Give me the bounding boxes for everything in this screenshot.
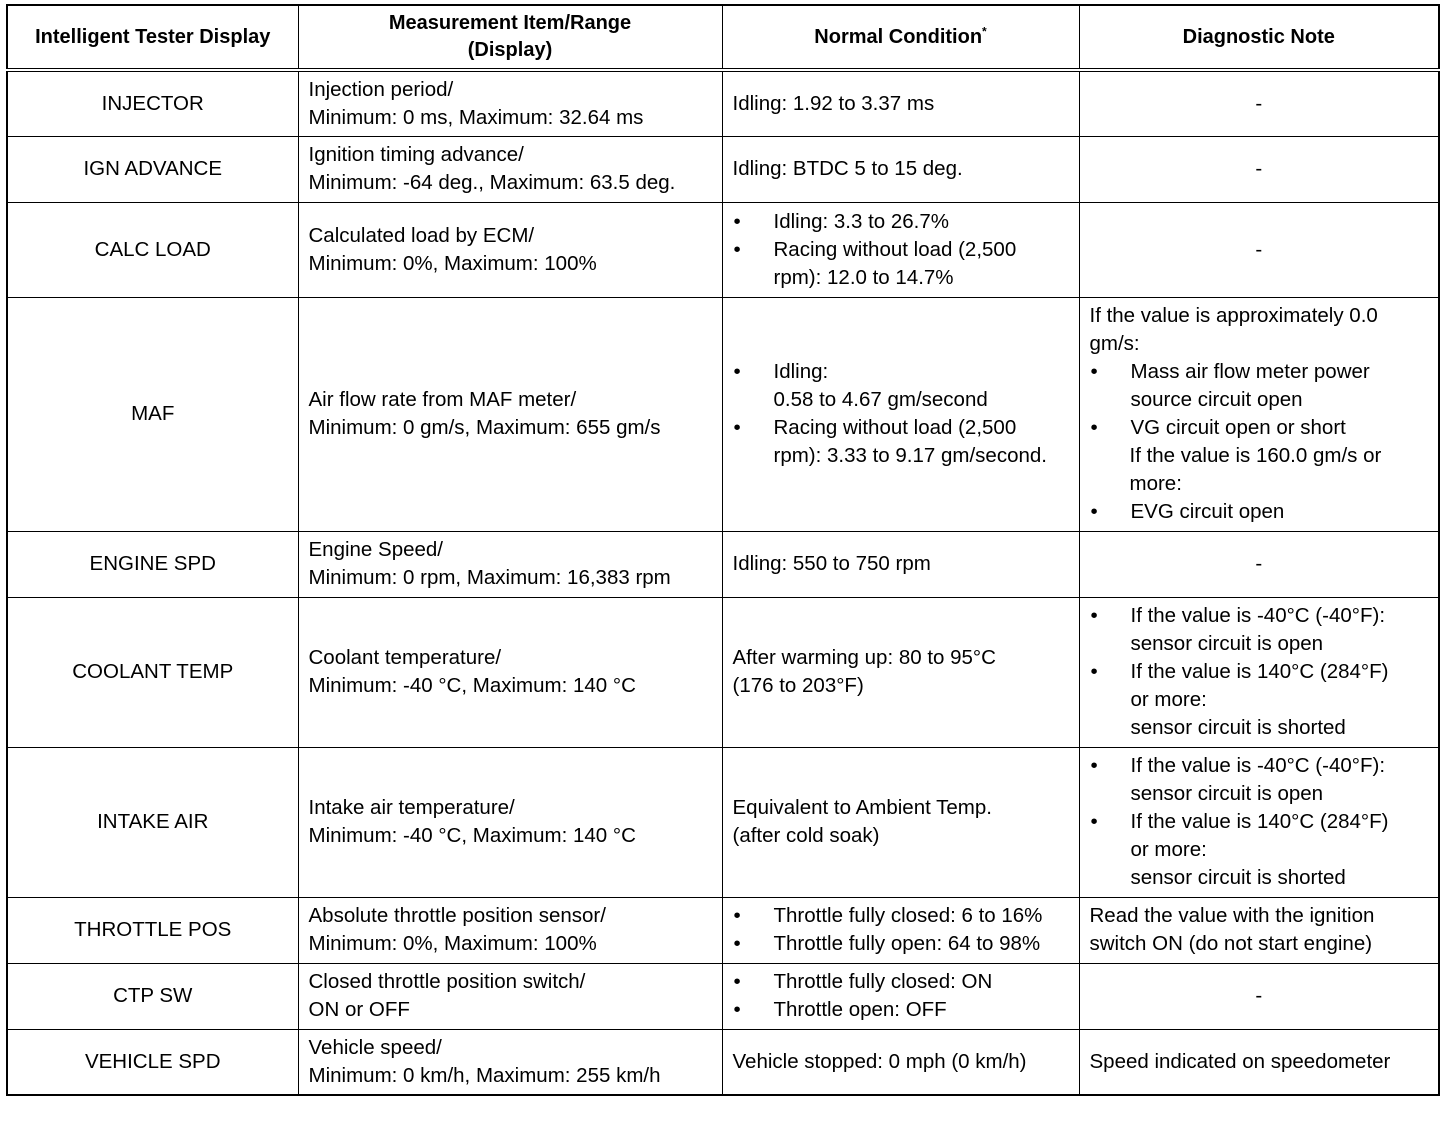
range-cell: Air flow rate from MAF meter/ Minimum: 0 gm/s, Maximum: 655 gm/s — [298, 297, 722, 531]
display-cell: CTP SW — [7, 963, 298, 1029]
range-cell: Absolute throttle position sensor/ Minimum: 0%, Maximum: 100% — [298, 897, 722, 963]
range-cell: Engine Speed/ Minimum: 0 rpm, Maximum: 16,383 rpm — [298, 531, 722, 597]
list-item: • If the value is -40°C (-40°F): sensor circuit is open — [1090, 604, 1386, 655]
display-cell: THROTTLE POS — [7, 897, 298, 963]
display-cell: COOLANT TEMP — [7, 597, 298, 747]
range-cell: Closed throttle position switch/ ON or OFF — [298, 963, 722, 1029]
table-row — [7, 747, 1439, 897]
list-item: • If the value is 140°C (284°F) or more: sensor circuit is shorted — [1090, 660, 1389, 739]
list-item: • Mass air flow meter power source circuit open — [1090, 360, 1370, 411]
table-row — [7, 70, 1439, 136]
list-item: • Idling: 0.58 to 4.67 gm/second — [733, 360, 988, 411]
list-item: • Throttle fully closed: ON — [733, 970, 993, 993]
display-cell: INTAKE AIR — [7, 747, 298, 897]
table-row — [7, 531, 1439, 597]
display-cell: CALC LOAD — [7, 202, 298, 297]
display-cell: ENGINE SPD — [7, 531, 298, 597]
footnote-mark: * — [982, 23, 987, 38]
range-cell: Calculated load by ECM/ Minimum: 0%, Maximum: 100% — [298, 202, 722, 297]
list-item: • Racing without load (2,500 rpm): 3.33 to 9.17 gm/second. — [733, 416, 1047, 467]
list-item: • Racing without load (2,500 rpm): 12.0 to 14.7% — [733, 237, 1017, 289]
list-item: • If the value is 140°C (284°F) or more: sensor circuit is shorted — [1090, 810, 1389, 889]
note-cell: - — [1079, 531, 1439, 597]
normal-cell — [722, 897, 1079, 963]
normal-cell: Idling: 1.92 to 3.37 ms — [722, 70, 1079, 136]
table-row — [7, 897, 1439, 963]
normal-cell — [722, 963, 1079, 1029]
list-item: • Idling: 3.3 to 26.7% — [733, 209, 950, 233]
note-cell: - — [1079, 202, 1439, 297]
list-item: • Throttle fully closed: 6 to 16% — [733, 904, 1043, 927]
note-cell: - — [1079, 136, 1439, 202]
note-cell: If the value is approximately 0.0 gm/s: • Mass air flow meter power source circuit open • VG circuit open or short If the value is 160.0 gm/s or more: • EVG circuit open — [1079, 297, 1439, 531]
header-tester-display: Intelligent Tester Display — [7, 5, 298, 70]
normal-cell — [722, 202, 1079, 297]
list-item: • Throttle open: OFF — [733, 998, 947, 1021]
table-header — [7, 5, 1439, 70]
header-diagnostic-note: Diagnostic Note — [1079, 5, 1439, 70]
list-item: • Throttle fully open: 64 to 98% — [733, 932, 1041, 955]
display-cell: IGN ADVANCE — [7, 136, 298, 202]
normal-cell: Idling: BTDC 5 to 15 deg. — [722, 136, 1079, 202]
note-cell — [1079, 597, 1439, 747]
range-cell: Vehicle speed/ Minimum: 0 km/h, Maximum: 255 km/h — [298, 1029, 722, 1095]
header-normal-condition: Normal Condition* — [722, 5, 1079, 70]
note-cell: - — [1079, 963, 1439, 1029]
normal-cell: Vehicle stopped: 0 mph (0 km/h) — [722, 1029, 1079, 1095]
range-cell: Coolant temperature/ Minimum: -40 °C, Maximum: 140 °C — [298, 597, 722, 747]
list-item: • VG circuit open or short — [1090, 416, 1346, 439]
header-measurement-range: Measurement Item/Range (Display) — [298, 5, 722, 70]
normal-cell — [722, 297, 1079, 531]
list-item: • EVG circuit open — [1090, 500, 1285, 523]
table-body — [7, 70, 1439, 1095]
table-row — [7, 963, 1439, 1029]
table-row — [7, 597, 1439, 747]
note-cell — [1079, 747, 1439, 897]
note-cell: Speed indicated on speedometer — [1079, 1029, 1439, 1095]
display-cell: INJECTOR — [7, 70, 298, 136]
normal-cell: Equivalent to Ambient Temp. (after cold soak) — [722, 747, 1079, 897]
data-list-table — [6, 4, 1440, 1096]
range-cell: Injection period/ Minimum: 0 ms, Maximum: 32.64 ms — [298, 70, 722, 136]
normal-cell: Idling: 550 to 750 rpm — [722, 531, 1079, 597]
display-cell: MAF — [7, 297, 298, 531]
note-cell: Read the value with the ignition switch ON (do not start engine) — [1079, 897, 1439, 963]
range-cell: Ignition timing advance/ Minimum: -64 deg., Maximum: 63.5 deg. — [298, 136, 722, 202]
range-cell: Intake air temperature/ Minimum: -40 °C, Maximum: 140 °C — [298, 747, 722, 897]
table-row — [7, 202, 1439, 297]
note-cell: - — [1079, 70, 1439, 136]
table-row — [7, 136, 1439, 202]
normal-cell: After warming up: 80 to 95°C (176 to 203°F) — [722, 597, 1079, 747]
list-item: • If the value is -40°C (-40°F): sensor circuit is open — [1090, 754, 1386, 805]
table-row — [7, 297, 1439, 531]
display-cell: VEHICLE SPD — [7, 1029, 298, 1095]
table-row — [7, 1029, 1439, 1095]
